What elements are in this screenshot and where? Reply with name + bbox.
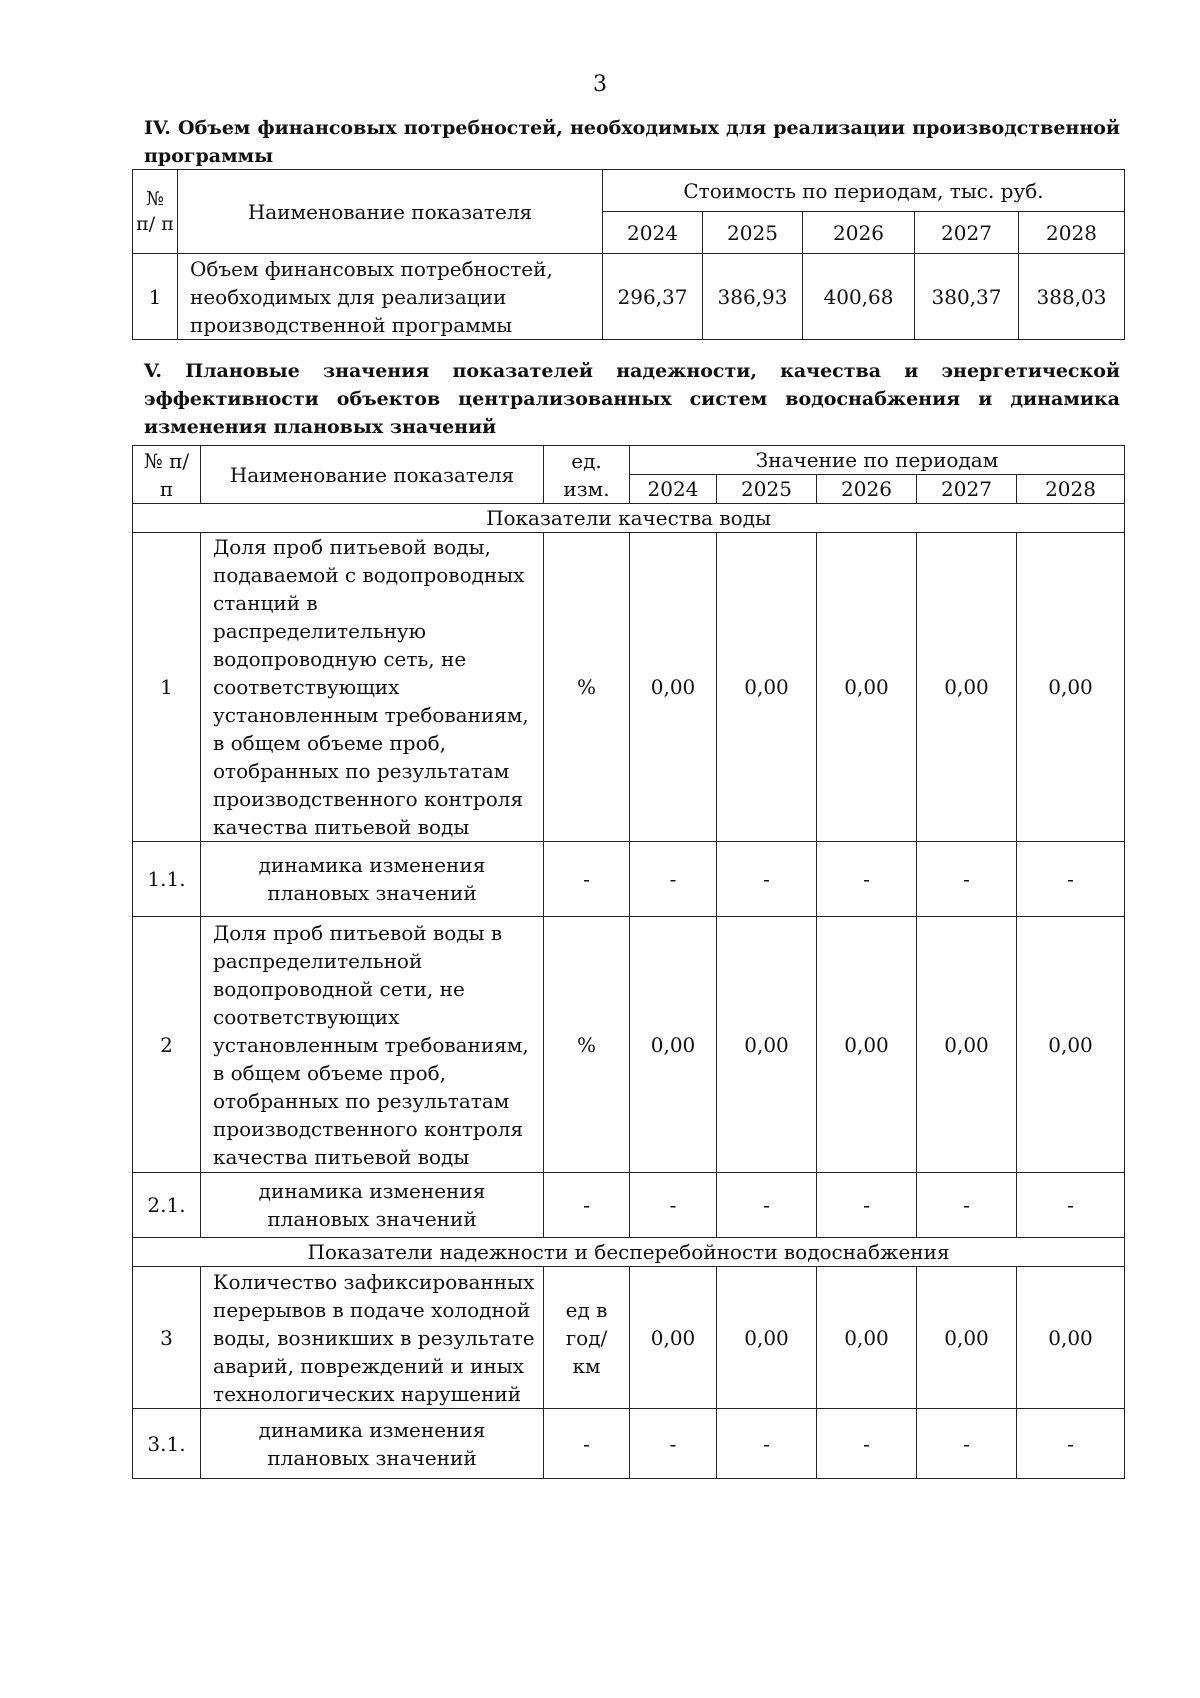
row-value: 0,00 (630, 533, 717, 842)
year-header: 2024 (603, 212, 703, 254)
row-value: 0,00 (817, 533, 917, 842)
row-value: - (1017, 1173, 1125, 1238)
group-label-water-quality: Показатели качества воды (133, 504, 1125, 533)
row-unit: ед в год/ км (544, 1267, 630, 1409)
row-value: - (817, 1409, 917, 1479)
row-value: 400,68 (803, 254, 915, 340)
page-number: 3 (593, 72, 607, 97)
year-header: 2024 (630, 475, 717, 504)
row-value: - (630, 1173, 717, 1238)
column-header-name: Наименование показателя (201, 446, 544, 504)
year-header: 2026 (803, 212, 915, 254)
column-header-name: Наименование показателя (178, 170, 603, 254)
row-name: Количество зафиксированных перерывов в подаче холодной воды, возникших в результате аварий, повреждений и иных технологических нарушений (201, 1267, 544, 1409)
row-name: динамика изменения плановых значений (201, 1409, 544, 1479)
row-value: 0,00 (917, 917, 1017, 1173)
row-value: 380,37 (915, 254, 1019, 340)
row-name: Доля проб питьевой воды, подаваемой с водопроводных станций в распределительную водопроводную сеть, не соответствующих установленным требованиям, в общем объеме проб, отобранных по результатам производственного контроля качества питьевой воды (201, 533, 544, 842)
row-value: 296,37 (603, 254, 703, 340)
section-4-heading: IV. Объем финансовых потребностей, необходимых для реализации производственной программы (144, 117, 1120, 167)
row-value: - (717, 842, 817, 917)
row-value: 0,00 (817, 917, 917, 1173)
row-value: 0,00 (1017, 533, 1125, 842)
row-name: Доля проб питьевой воды в распределительной водопроводной сети, не соответствующих установленным требованиям, в общем объеме проб, отобранных по результатам производственного контроля качества питьевой воды (201, 917, 544, 1173)
row-unit: - (544, 842, 630, 917)
row-value: - (717, 1173, 817, 1238)
row-value: 386,93 (703, 254, 803, 340)
group-label-reliability: Показатели надежности и бесперебойности водоснабжения (133, 1238, 1125, 1267)
row-value: - (917, 842, 1017, 917)
table-row (133, 1409, 1125, 1479)
row-value: 0,00 (717, 533, 817, 842)
group-row (133, 504, 1125, 533)
table-header-row (133, 170, 1125, 212)
row-value: 0,00 (630, 917, 717, 1173)
table-row (133, 917, 1125, 1173)
column-header-number: № п/ п (133, 170, 178, 254)
row-number: 2.1. (133, 1173, 201, 1238)
year-header: 2025 (717, 475, 817, 504)
row-value: - (1017, 1409, 1125, 1479)
column-header-value-group: Значение по периодам (630, 446, 1125, 475)
table-row (133, 842, 1125, 917)
row-name: динамика изменения плановых значений (201, 842, 544, 917)
row-value: 0,00 (1017, 917, 1125, 1173)
table-header-row (133, 446, 1125, 475)
row-number: 1 (133, 254, 178, 340)
row-value: - (717, 1409, 817, 1479)
row-value: - (917, 1409, 1017, 1479)
row-value: 0,00 (917, 533, 1017, 842)
row-value: 0,00 (717, 917, 817, 1173)
year-header: 2025 (703, 212, 803, 254)
group-row (133, 1238, 1125, 1267)
row-value: 0,00 (917, 1267, 1017, 1409)
row-number: 3.1. (133, 1409, 201, 1479)
year-header: 2028 (1017, 475, 1125, 504)
row-value: 0,00 (717, 1267, 817, 1409)
indicators-table (132, 445, 1125, 1479)
table-row (133, 254, 1125, 340)
year-header: 2027 (915, 212, 1019, 254)
row-unit: - (544, 1173, 630, 1238)
row-name: динамика изменения плановых значений (201, 1173, 544, 1238)
row-unit: - (544, 1409, 630, 1479)
column-header-number: № п/п (133, 446, 201, 504)
year-header: 2027 (917, 475, 1017, 504)
row-value: 0,00 (1017, 1267, 1125, 1409)
financial-needs-table (132, 169, 1125, 340)
row-value: 0,00 (817, 1267, 917, 1409)
column-header-unit: ед. изм. (544, 446, 630, 504)
table-row (133, 1173, 1125, 1238)
table-row (133, 533, 1125, 842)
row-value: - (817, 842, 917, 917)
row-unit: % (544, 917, 630, 1173)
row-number: 2 (133, 917, 201, 1173)
row-value: - (630, 1409, 717, 1479)
row-value: 388,03 (1019, 254, 1125, 340)
row-value: - (630, 842, 717, 917)
row-value: - (917, 1173, 1017, 1238)
row-number: 1.1. (133, 842, 201, 917)
row-number: 3 (133, 1267, 201, 1409)
row-value: - (1017, 842, 1125, 917)
section-5-heading: V. Плановые значения показателей надежности, качества и энергетической эффективности объектов централизованных систем водоснабжения и динамика изменения плановых значений (144, 360, 1120, 438)
row-value: 0,00 (630, 1267, 717, 1409)
table-row (133, 1267, 1125, 1409)
column-header-cost-group: Стоимость по периодам, тыс. руб. (603, 170, 1125, 212)
row-name: Объем финансовых потребностей, необходимых для реализации производственной программы (178, 254, 603, 340)
row-unit: % (544, 533, 630, 842)
row-number: 1 (133, 533, 201, 842)
year-header: 2026 (817, 475, 917, 504)
row-value: - (817, 1173, 917, 1238)
year-header: 2028 (1019, 212, 1125, 254)
